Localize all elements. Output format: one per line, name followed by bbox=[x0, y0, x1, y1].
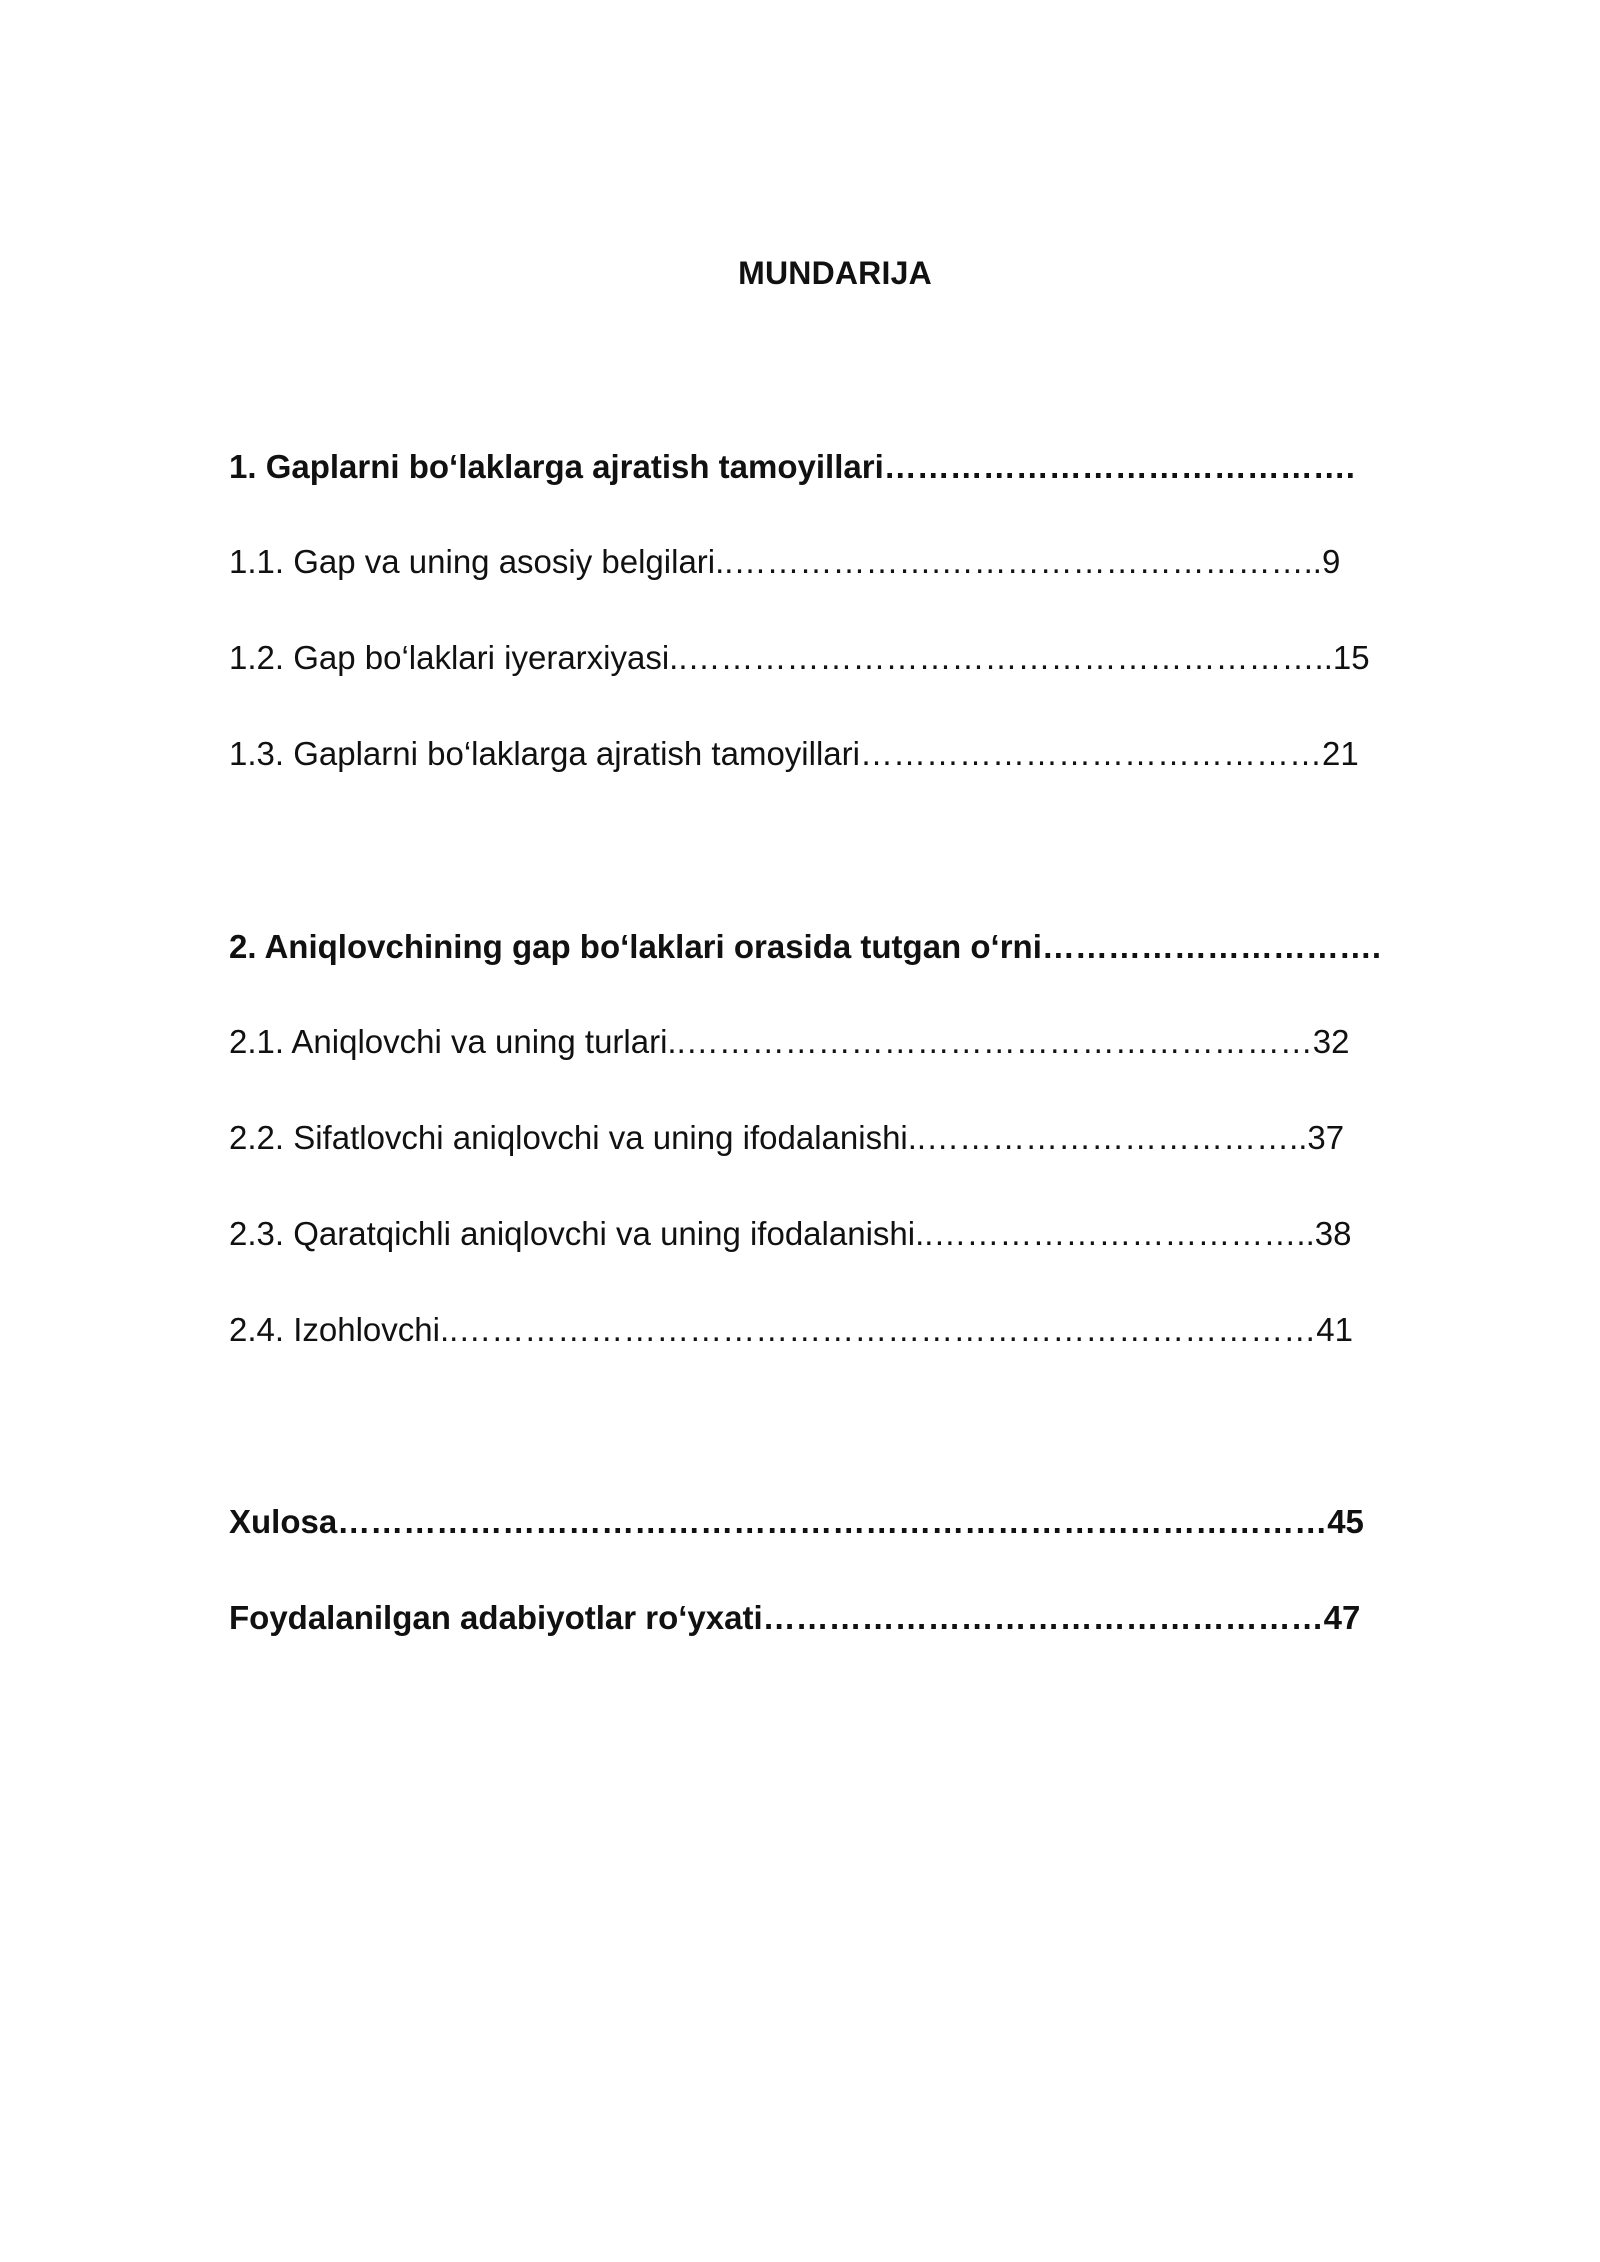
toc-conclusion: Xulosa………………………………………………………………………………45 bbox=[229, 1503, 1364, 1540]
toc-item-2-4: 2.4. Izohlovchi..……………………………………………………………………41 bbox=[229, 1311, 1353, 1348]
toc-item-1-3: 1.3. Gaplarni bo‘laklarga ajratish tamoyillari……………………………………21 bbox=[229, 735, 1359, 772]
toc-item-1-2: 1.2. Gap bo‘laklari iyerarxiyasi..…………………………………………………..15 bbox=[229, 639, 1370, 676]
toc-item-2-3: 2.3. Qaratqichli aniqlovchi va uning ifodalanishi..……………………………..38 bbox=[229, 1215, 1352, 1252]
toc-item-2-1: 2.1. Aniqlovchi va uning turlari..…………………………………………………32 bbox=[229, 1023, 1350, 1060]
toc-item-2-2: 2.2. Sifatlovchi aniqlovchi va uning ifodalanishi..……………………………..37 bbox=[229, 1119, 1345, 1156]
toc-section-2-heading: 2. Aniqlovchining gap bo‘laklari orasida tutgan o‘rni…………………………. bbox=[229, 928, 1382, 965]
page-title: MUNDARIJA bbox=[738, 255, 932, 291]
toc-bibliography: Foydalanilgan adabiyotlar ro‘yxati……………………………………………47 bbox=[229, 1599, 1361, 1636]
toc-section-1-heading: 1. Gaplarni bo‘laklarga ajratish tamoyillari……………………………………. bbox=[229, 448, 1355, 485]
toc-item-1-1: 1.1. Gap va uning asosiy belgilari..……………….……………………………..9 bbox=[229, 543, 1341, 580]
